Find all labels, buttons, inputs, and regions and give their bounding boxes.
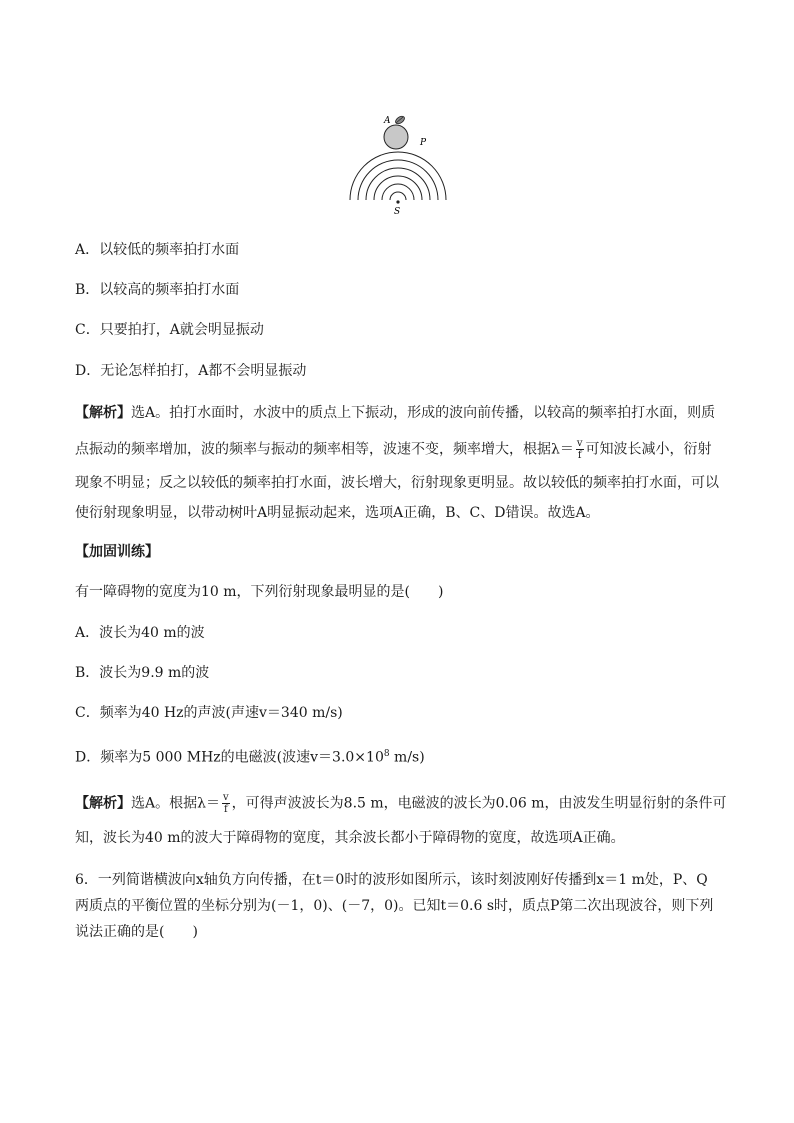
analysis-text: 点振动的频率增加，波的频率与振动的频率相等，波速不变，频率增大，根据: [75, 441, 551, 458]
option-d: D．无论怎样拍打，A都不会明显振动: [75, 363, 307, 379]
option-d-text: D．频率为5 000 MHz的电磁波(波速v＝3.0×10: [75, 749, 384, 766]
option-c: C．只要拍打，A就会明显振动: [75, 322, 264, 338]
reinforce-option-b: B．波长为9.9 m的波: [75, 665, 210, 681]
analysis-text: ，可得声波波长为8.5 m，电磁波的波长为0.06 m，由波发生明显衍射的条件可: [231, 795, 727, 812]
reinforce-option-d: [75, 744, 725, 768]
reinforce-option-a: A．波长为40 m的波: [75, 625, 205, 641]
formula-fraction: [222, 792, 230, 815]
analysis-text: 选A。根据: [131, 795, 198, 812]
label-p: P: [420, 138, 427, 148]
reinforce-analysis-line-1: [75, 792, 725, 815]
option-a: A．以较低的频率拍打水面: [75, 242, 240, 258]
reinforce-heading: 【加固训练】: [75, 544, 159, 560]
analysis-line-3: 现象不明显；反之以较低的频率拍打水面，波长增大，衍射现象更明显。故以较低的频率拍打水面，可以: [75, 475, 719, 491]
analysis-line-2: [75, 438, 725, 461]
formula-lhs: λ＝: [197, 795, 220, 812]
reinforce-question: 有一障碍物的宽度为10 m，下列衍射现象最明显的是( ): [75, 584, 444, 600]
label-a: A: [384, 116, 391, 126]
q6-line-2: 两质点的平衡位置的坐标分别为(－1，0)、(－7，0)。已知t＝0.6 s时，质点P第二次出现波谷，则下列: [75, 898, 714, 914]
formula-denominator: f: [577, 450, 582, 461]
formula-numerator: v: [576, 438, 583, 449]
formula-fraction: [576, 438, 584, 461]
analysis-line-4: 使衍射现象明显，以带动树叶A明显振动起来，选项A正确，B、C、D错误。故选A。: [75, 505, 600, 521]
label-s: S: [394, 207, 401, 217]
analysis-tag: 【解析】: [75, 795, 131, 812]
analysis-text: 选A。拍打水面时，水波中的质点上下振动，形成的波向前传播，以较高的频率拍打水面，则质: [131, 405, 716, 421]
wave-diagram: [340, 108, 460, 220]
leaf-icon: [394, 115, 406, 126]
exponent: 8: [383, 749, 390, 759]
q6-line-3: 说法正确的是( ): [75, 924, 198, 940]
analysis-text: 可知波长减小，衍射: [585, 441, 712, 458]
option-d-unit: m/s): [389, 749, 425, 766]
q6-line-1: 6．一列简谐横波向x轴负方向传播，在t＝0时的波形如图所示，该时刻波刚好传播到x＝1 m处，P、Q: [75, 872, 708, 888]
analysis-line-1: [75, 403, 725, 423]
option-b: B．以较高的频率拍打水面: [75, 282, 240, 298]
reinforce-option-c: C．频率为40 Hz的声波(声速v＝340 m/s): [75, 705, 343, 721]
analysis-tag: 【解析】: [75, 405, 131, 421]
wave-arcs: [350, 152, 446, 200]
formula-numerator: v: [223, 792, 229, 803]
reinforce-analysis-line-2: 知，波长为40 m的波大于障碍物的宽度，其余波长都小于障碍物的宽度，故选项A正确。: [75, 830, 625, 846]
source-s: [396, 200, 399, 203]
ball-a: [384, 125, 408, 149]
formula-lhs: λ＝: [551, 441, 574, 458]
formula-denominator: f: [223, 804, 228, 815]
